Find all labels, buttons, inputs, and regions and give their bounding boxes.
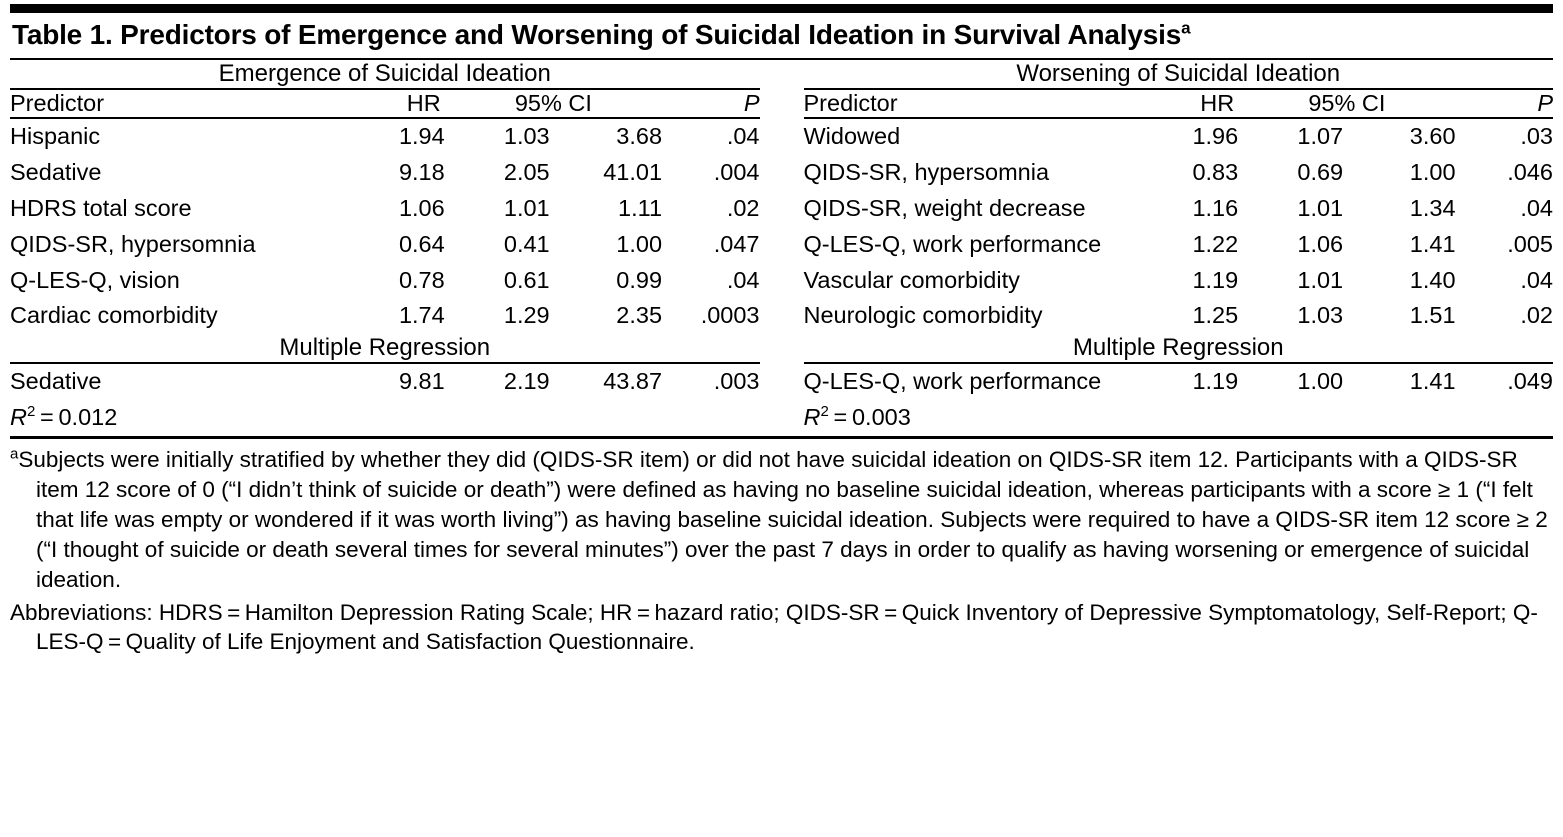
column-header-hr: HR [332, 89, 444, 118]
footnote-marker-a: a [10, 445, 19, 463]
cell-predictor: Hispanic [10, 123, 101, 150]
table-row [804, 191, 1554, 227]
table-row [10, 263, 760, 299]
cell-ci-high: 1.11 [618, 194, 663, 221]
page-title-footnote-marker: a [1181, 18, 1191, 38]
cell-p: .04 [1520, 194, 1553, 221]
column-header-ci: 95% CI [1238, 89, 1455, 118]
column-header-p: P [662, 89, 759, 118]
footnote-a [10, 445, 1553, 595]
table-row [804, 155, 1554, 191]
cell-predictor: Q-LES-Q, work performance [803, 368, 1102, 395]
cell-ci-high: 1.34 [1409, 194, 1456, 221]
cell-p: .046 [1507, 159, 1553, 186]
table-emergence [10, 60, 760, 436]
cell-predictor: QIDS-SR, hypersomnia [10, 230, 256, 257]
page-title-text: Table 1. Predictors of Emergence and Worsening of Suicidal Ideation in Survival Analysis [12, 19, 1182, 50]
cell-hr: 1.22 [1192, 230, 1239, 257]
cell-hr: 1.06 [398, 194, 445, 221]
table-worsening [804, 60, 1554, 436]
cell-p: .047 [713, 230, 760, 257]
cell-ci-low: 1.00 [1297, 368, 1344, 395]
cell-ci-high: 1.40 [1409, 266, 1456, 293]
cell-ci-low: 0.69 [1297, 159, 1344, 186]
cell-predictor: HDRS total score [10, 194, 192, 221]
table-body-worsening-regression [804, 363, 1554, 436]
column-header-predictor: Predictor [804, 89, 1126, 118]
r-squared-row [10, 400, 760, 436]
cell-ci-high: 3.68 [616, 123, 663, 150]
table-row [10, 227, 760, 263]
column-header-p: P [1456, 89, 1553, 118]
table-body-emergence-regression [10, 363, 760, 436]
cell-predictor: Cardiac comorbidity [10, 302, 218, 329]
table-panels [10, 60, 1553, 436]
column-header-predictor: Predictor [10, 89, 332, 118]
cell-ci-low: 1.01 [503, 194, 550, 221]
footnote-abbreviations-text: Abbreviations: HDRS = Hamilton Depression Rating Scale; HR = hazard ratio; QIDS-SR = Quick Inventory of Depressive Symptomatology, Self-Report; Q-LES-Q = Quality of Life Enjoyment and Satisfaction Questionnaire. [10, 599, 1538, 655]
cell-ci-high: 1.00 [616, 230, 663, 257]
cell-ci-high: 0.99 [616, 266, 663, 293]
table-row [804, 227, 1554, 263]
cell-predictor: Sedative [10, 159, 102, 186]
cell-ci-low: 0.41 [503, 230, 550, 257]
cell-p: .04 [1520, 266, 1553, 293]
table-row [804, 263, 1554, 299]
page-title [10, 13, 1553, 58]
cell-ci-low: 1.01 [1297, 194, 1344, 221]
r-squared-value: 0.012 [58, 404, 118, 431]
cell-predictor: Neurologic comorbidity [803, 302, 1043, 329]
group-header-row [10, 60, 760, 89]
table-row [804, 298, 1554, 334]
cell-ci-high: 43.87 [603, 368, 663, 395]
footnote-abbreviations [10, 598, 1553, 658]
table-row [10, 155, 760, 191]
column-header-row [804, 89, 1554, 118]
footnotes [10, 439, 1553, 657]
multiple-regression-label: Multiple Regression [804, 334, 1554, 363]
cell-p: .04 [726, 123, 760, 150]
column-header-row [10, 89, 760, 118]
cell-ci-low: 0.61 [503, 266, 550, 293]
group-header-worsening: Worsening of Suicidal Ideation [804, 60, 1554, 89]
cell-hr: 1.25 [1192, 302, 1239, 329]
cell-ci-high: 2.35 [616, 302, 663, 329]
cell-hr: 1.19 [1192, 266, 1239, 293]
cell-ci-low: 2.05 [503, 159, 550, 186]
cell-predictor: Q-LES-Q, work performance [803, 230, 1102, 257]
multiple-regression-header-row [804, 334, 1554, 363]
cell-hr: 0.64 [398, 230, 445, 257]
table-row [804, 363, 1554, 400]
cell-ci-low: 1.01 [1297, 266, 1344, 293]
table-row [10, 363, 760, 400]
cell-p: .02 [1520, 302, 1553, 329]
cell-predictor: Sedative [10, 368, 102, 395]
cell-ci-high: 1.41 [1409, 230, 1456, 257]
cell-ci-high: 1.00 [1409, 159, 1456, 186]
column-header-ci: 95% CI [445, 89, 662, 118]
cell-p: .049 [1507, 368, 1553, 395]
cell-hr: 1.96 [1192, 123, 1239, 150]
cell-p: .004 [713, 159, 760, 186]
cell-hr: 0.78 [398, 266, 445, 293]
column-header-hr: HR [1126, 89, 1238, 118]
cell-p: .02 [726, 194, 760, 221]
cell-ci-low: 1.07 [1297, 123, 1344, 150]
panel-emergence [10, 60, 782, 436]
cell-hr: 0.83 [1192, 159, 1239, 186]
r-squared-value: 0.003 [851, 404, 911, 431]
cell-p: .04 [726, 266, 760, 293]
multiple-regression-header-row [10, 334, 760, 363]
cell-ci-low: 1.03 [503, 123, 550, 150]
cell-p: .003 [713, 368, 760, 395]
table-body-worsening [804, 118, 1554, 334]
cell-hr: 1.19 [1192, 368, 1239, 395]
footnote-a-text: Subjects were initially stratified by whether they did (QIDS-SR item) or did not have suicidal ideation on QIDS-SR item 12. Participants with a QIDS-SR item 12 score of 0 (“I didn’t think of suicide or death”) were defined as having no baseline suicidal ideation, whereas participants with a score ≥ 1 (“I felt that life was empty or wondered if it was worth living”) as having baseline suicidal ideation. Subjects were required to have a QIDS-SR item 12 score ≥ 2 (“I thought of suicide or death several times for several minutes”) over the past 7 days in order to qualify as having worsening or emergence of suicidal ideation. [18, 446, 1548, 592]
panel-worsening [782, 60, 1554, 436]
cell-hr: 9.81 [398, 368, 445, 395]
cell-predictor: QIDS-SR, weight decrease [803, 194, 1086, 221]
group-header-row [804, 60, 1554, 89]
cell-ci-low: 1.06 [1297, 230, 1344, 257]
cell-hr: 1.94 [398, 123, 445, 150]
r-squared-right: $R^2 = 0.003$ [803, 403, 911, 431]
table-row [10, 118, 760, 155]
cell-p: .03 [1520, 123, 1553, 150]
multiple-regression-label: Multiple Regression [10, 334, 760, 363]
table-body-emergence [10, 118, 760, 334]
cell-hr: 1.16 [1192, 194, 1239, 221]
cell-predictor: QIDS-SR, hypersomnia [803, 159, 1050, 186]
cell-hr: 9.18 [398, 159, 445, 186]
table-row [10, 298, 760, 334]
table-row [10, 191, 760, 227]
table-page [0, 4, 1563, 657]
cell-ci-low: 1.29 [503, 302, 550, 329]
group-header-emergence: Emergence of Suicidal Ideation [10, 60, 760, 89]
cell-ci-high: 1.41 [1409, 368, 1456, 395]
cell-predictor: Widowed [803, 123, 901, 150]
r-squared-row [804, 400, 1554, 436]
cell-hr: 1.74 [398, 302, 445, 329]
top-rule [10, 4, 1553, 13]
r-squared-left: $R^2 = 0.012$ [10, 403, 118, 431]
cell-predictor: Vascular comorbidity [803, 266, 1020, 293]
table-row [804, 118, 1554, 155]
cell-ci-high: 41.01 [603, 159, 663, 186]
cell-predictor: Q-LES-Q, vision [10, 266, 180, 293]
cell-ci-high: 1.51 [1409, 302, 1456, 329]
cell-p: .0003 [700, 302, 760, 329]
cell-p: .005 [1507, 230, 1553, 257]
cell-ci-low: 1.03 [1297, 302, 1344, 329]
cell-ci-high: 3.60 [1409, 123, 1456, 150]
cell-ci-low: 2.19 [503, 368, 550, 395]
